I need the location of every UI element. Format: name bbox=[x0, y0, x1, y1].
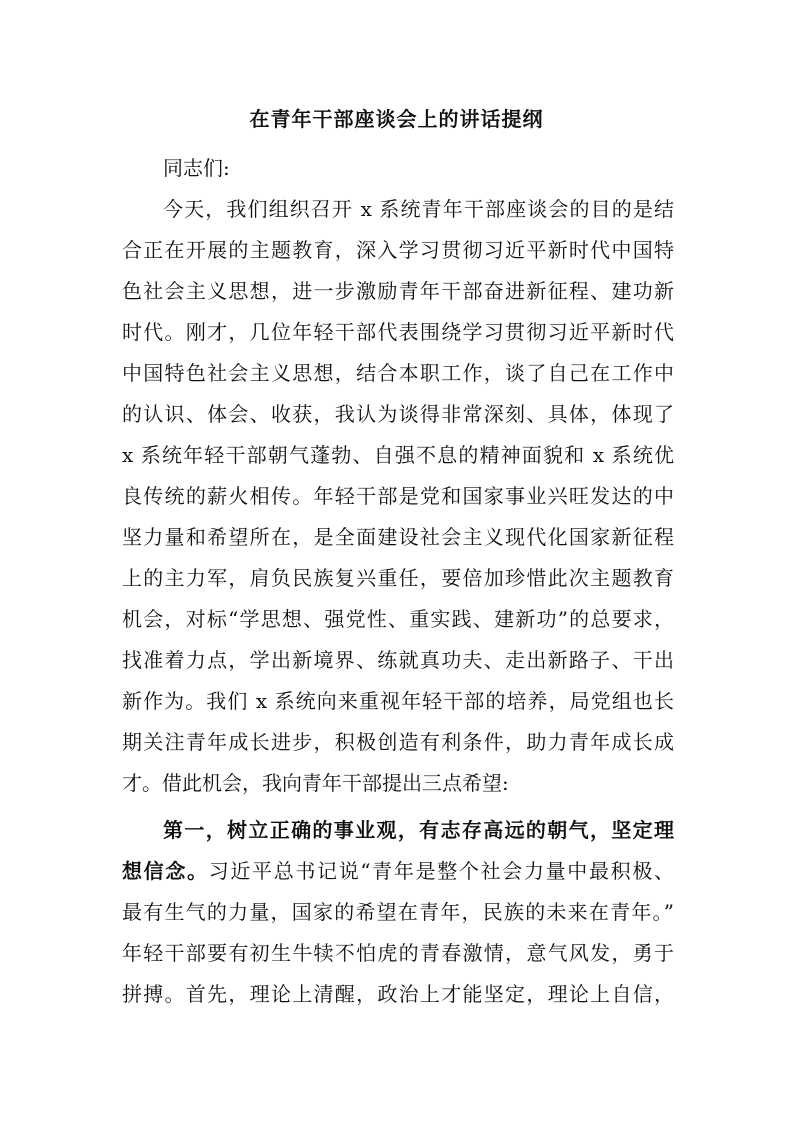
point-heading-line: 第一，树立正确的事业观，有志存高远的朝气，坚定理 bbox=[163, 818, 674, 842]
paragraph-line bbox=[122, 851, 674, 892]
document-body bbox=[122, 148, 674, 1015]
paragraph-intro bbox=[122, 189, 674, 804]
paragraph-line: 合正在开展的主题教育，深入学习贯彻习近平新时代中国特 bbox=[122, 238, 674, 262]
paragraph-line: 新作为。我们 x 系统向来重视年轻干部的培养，局党组也长 bbox=[122, 689, 674, 713]
paragraph-line: 期关注青年成长进步，积极创造有利条件，助力青年成长成 bbox=[122, 730, 674, 754]
paragraph-line: 时代。刚才，几位年轻干部代表围绕学习贯彻习近平新时代 bbox=[122, 320, 674, 344]
point-heading-end: 想信念。 bbox=[122, 859, 209, 883]
paragraph-line: 拼搏。首先，理论上清醒，政治上才能坚定，理论上自信， bbox=[122, 982, 674, 1006]
paragraph-line: 中国特色社会主义思想，结合本职工作，谈了自己在工作中 bbox=[122, 361, 674, 385]
paragraph-line: 的认识、体会、收获，我认为谈得非常深刻、具体，体现了 bbox=[122, 402, 674, 426]
paragraph-line: 良传统的薪火相传。年轻干部是党和国家事业兴旺发达的中 bbox=[122, 484, 674, 508]
paragraph-line: 最有生气的力量，国家的希望在青年，民族的未来在青年。” bbox=[122, 900, 674, 924]
paragraph-line: 色社会主义思想，进一步激励青年干部奋进新征程、建功新 bbox=[122, 279, 674, 303]
salutation: 同志们: bbox=[163, 156, 230, 180]
paragraph-line: x 系统年轻干部朝气蓬勃、自强不息的精神面貌和 x 系统优 bbox=[122, 443, 674, 467]
document-title: 在青年干部座谈会上的讲话提纲 bbox=[249, 107, 544, 131]
paragraph-line: 才。借此机会，我向青年干部提出三点希望: bbox=[122, 771, 509, 795]
paragraph-line: 今天，我们组织召开 x 系统青年干部座谈会的目的是结 bbox=[163, 197, 674, 221]
paragraph-line-rest: 习近平总书记说“青年是整个社会力量中最积极、 bbox=[208, 859, 674, 883]
paragraph-line: 找准着力点，学出新境界、练就真功夫、走出新路子、干出 bbox=[122, 648, 674, 672]
paragraph-line: 上的主力军，肩负民族复兴重任，要倍加珍惜此次主题教育 bbox=[122, 566, 674, 590]
paragraph-line: 机会，对标“学思想、强党性、重实践、建新功”的总要求， bbox=[122, 607, 674, 631]
paragraph-line: 坚力量和希望所在，是全面建设社会主义现代化国家新征程 bbox=[122, 525, 674, 549]
paragraph-line: 年轻干部要有初生牛犊不怕虎的青春激情，意气风发，勇于 bbox=[122, 941, 674, 965]
paragraph-first-point bbox=[122, 810, 674, 1015]
